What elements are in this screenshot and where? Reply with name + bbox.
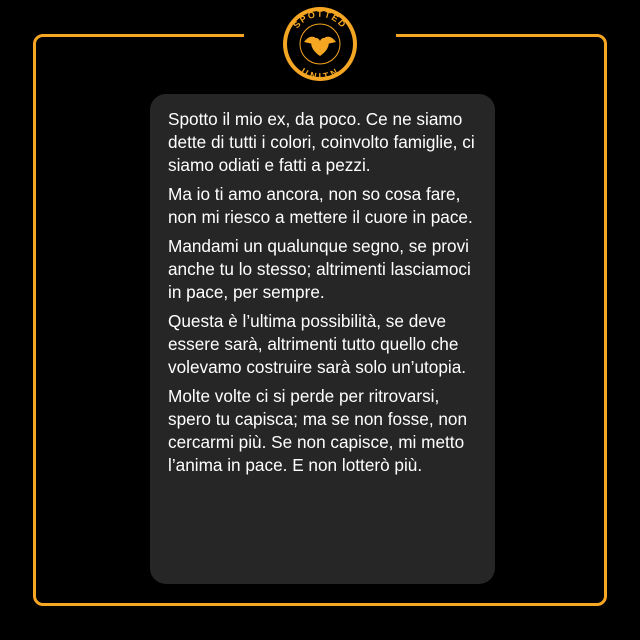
message-paragraph-2: Ma io ti amo ancora, non so cosa fare, non mi riesco a mettere il cuore in pace. — [168, 184, 473, 227]
message-paragraph-5: Molte volte ci si perde per ritrovarsi, spero tu capisca; ma se non fosse, non cercarmi più. Se non capisce, mi metto l’anima in pace. E non lotterò più. — [168, 386, 468, 475]
logo-bottom-text: UNITN — [299, 65, 341, 82]
logo-top-text: SPOTTED — [291, 8, 349, 31]
message-bubble — [150, 94, 495, 584]
message-paragraph-4: Questa è l’ultima possibilità, se deve essere sarà, altrimenti tutto quello che volevamo costruire sarà solo un’utopia. — [168, 311, 467, 377]
spotted-unitn-logo — [280, 4, 360, 84]
message-paragraph-3: Mandami un qualunque segno, se provi anche tu lo stesso; altrimenti lasciamoci in pace, per sempre. — [168, 236, 471, 302]
message-paragraph-1: Spotto il mio ex, da poco. Ce ne siamo dette di tutti i colori, coinvolto famiglie, ci siamo odiati e fatti a pezzi. — [168, 109, 475, 175]
